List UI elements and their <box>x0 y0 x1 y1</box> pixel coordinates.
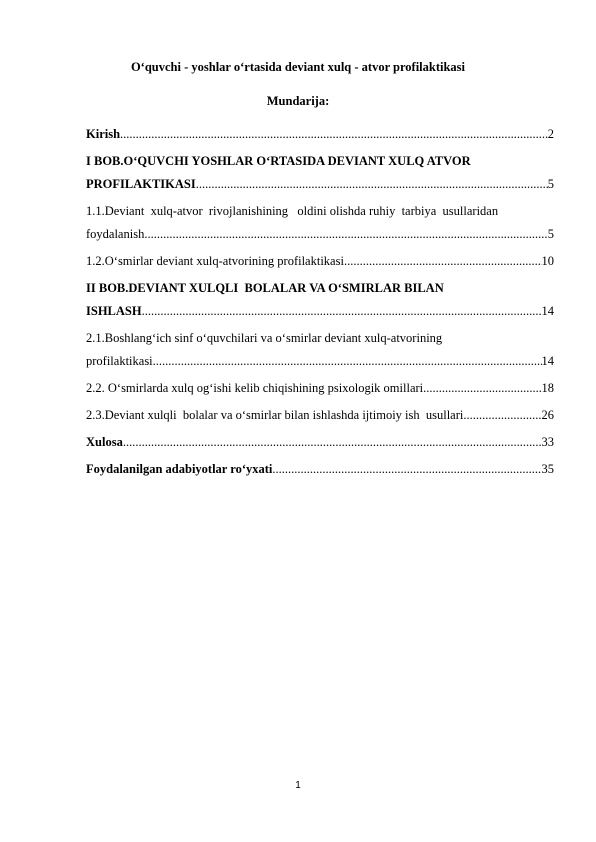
toc-page-number: 5 <box>547 177 554 191</box>
toc-page-number: 33 <box>541 435 554 449</box>
dot-leader <box>196 173 548 196</box>
toc-entry-2-1[interactable] <box>86 327 554 350</box>
toc-entry-label: II BOB.DEVIANT XULQLI BOLALAR VA O‘SMIRLAR BILAN <box>86 281 444 295</box>
toc-entry-label: Kirish <box>86 127 121 141</box>
toc-entry-xulosa[interactable] <box>86 431 554 454</box>
toc-page-number: 26 <box>541 408 554 422</box>
toc-page-number: 18 <box>541 381 554 395</box>
toc-entry-adabiyotlar[interactable] <box>86 458 554 481</box>
toc-entry-1-2[interactable] <box>86 250 554 273</box>
toc-entry-bob1-cont[interactable] <box>86 173 554 196</box>
toc-entry-label: PROFILAKTIKASI <box>86 177 196 191</box>
dot-leader <box>144 223 547 246</box>
toc-entry-1-1[interactable] <box>86 200 554 223</box>
page-number: 1 <box>295 780 301 791</box>
toc-entry-label: 2.1.Boshlang‘ich sinf o‘quvchilari va o‘smirlar deviant xulq-atvorining <box>86 331 443 345</box>
dot-leader <box>123 431 542 454</box>
contents-heading: Mundarija: <box>266 94 330 108</box>
toc-entry-label: I BOB.O‘QUVCHI YOSHLAR O‘RTASIDA DEVIANT XULQ ATVOR <box>86 154 471 168</box>
toc-entry-bob2-cont[interactable] <box>86 300 554 323</box>
toc-page-number: 2 <box>547 127 554 141</box>
toc-entry-label: 1.2.O‘smirlar deviant xulq-atvorining profilaktikasi <box>86 254 344 268</box>
toc-entry-bob2[interactable] <box>86 277 554 300</box>
toc-entry-bob1[interactable] <box>86 150 554 173</box>
toc-entry-1-1-cont[interactable] <box>86 223 554 246</box>
toc-entry-label: Xulosa <box>86 435 123 449</box>
document-title: O‘quvchi - yoshlar o‘rtasida deviant xulq - atvor profilaktikasi <box>130 60 466 74</box>
toc-entry-label: foydalanish <box>86 227 145 241</box>
toc-entry-2-1-cont[interactable] <box>86 350 554 373</box>
dot-leader <box>423 377 541 400</box>
toc-page-number: 5 <box>547 227 554 241</box>
dot-leader <box>153 350 542 373</box>
dot-leader <box>272 458 541 481</box>
toc-page-number: 10 <box>541 254 554 268</box>
table-of-contents <box>86 123 554 481</box>
toc-page-number: 14 <box>541 304 554 318</box>
toc-entry-label: 2.3.Deviant xulqli bolalar va o‘smirlar bilan ishlashda ijtimoiy ish usullari <box>86 408 464 422</box>
toc-entry-label: ISHLASH <box>86 304 142 318</box>
dot-leader <box>120 123 548 146</box>
dot-leader <box>344 250 542 273</box>
toc-entry-label: 1.1.Deviant xulq-atvor rivojlanishining oldini olishda ruhiy tarbiya usullaridan <box>86 204 499 218</box>
toc-page-number: 14 <box>541 354 554 368</box>
toc-entry-label: 2.2. O‘smirlarda xulq og‘ishi kelib chiqishining psixologik omillari <box>86 381 424 395</box>
toc-entry-2-3[interactable] <box>86 404 554 427</box>
toc-entry-2-2[interactable] <box>86 377 554 400</box>
toc-entry-label: Foydalanilgan adabiyotlar ro‘yxati <box>86 462 273 476</box>
toc-entry-label: profilaktikasi <box>86 354 153 368</box>
toc-entry-kirish[interactable] <box>86 123 554 146</box>
toc-page-number: 35 <box>541 462 554 476</box>
dot-leader <box>463 404 541 427</box>
dot-leader <box>142 300 542 323</box>
